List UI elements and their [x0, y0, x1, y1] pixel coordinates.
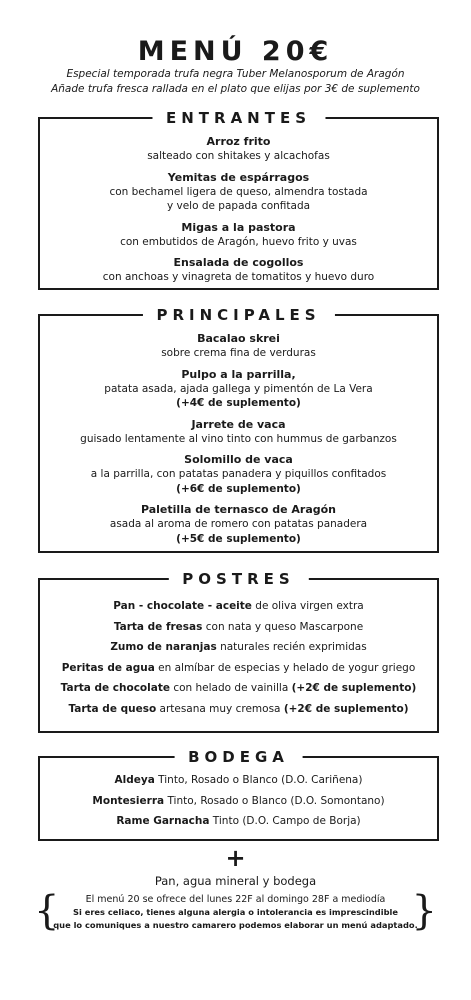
left-brace-icon: {: [34, 888, 60, 934]
section-bodega: [38, 748, 439, 841]
section-postres: [38, 570, 439, 733]
dessert-item: [40, 617, 437, 638]
item-description: Tinto (D.O. Campo de Borja): [209, 815, 361, 827]
item-name: Migas a la pastora: [181, 220, 296, 234]
item-name: Solomillo de vaca: [184, 453, 293, 466]
item-description: artesana muy cremosa: [156, 702, 284, 715]
note-adapted-menu: que lo comuniques a nuestro camarero podemos elaborar un menú adaptado.: [53, 920, 418, 930]
section-title-postres: POSTRES: [168, 569, 308, 589]
item-description: naturales recién exprimidas: [216, 641, 367, 653]
item-supplement: (+2€ de suplemento): [291, 682, 417, 694]
dessert-item: [40, 678, 437, 699]
menu-subtitle-supplement: Añade trufa fresca rallada en el plato que elijas por 3€ de suplemento: [51, 83, 420, 95]
item-description: Tinto, Rosado o Blanco (D.O. Cariñena): [154, 774, 363, 786]
menu-item: [40, 170, 437, 214]
footer-notes: [34, 888, 437, 936]
wine-item: [40, 791, 437, 812]
item-name: Pulpo a la parrilla,: [181, 367, 296, 381]
menu-item: [40, 452, 437, 496]
note-dates: El menú 20 se ofrece del lunes 22F al domingo 28F a mediodía: [85, 894, 386, 905]
menu-item: [40, 134, 437, 164]
item-name: Tarta de fresas: [113, 620, 203, 633]
item-description: a la parrilla, con patatas panadera y piquillos confitados: [90, 468, 387, 480]
item-description: con bechamel ligera de queso, almendra tostada: [109, 185, 368, 198]
note-allergy: Si eres celiaco, tienes alguna alergia o intolerancia es imprescindible: [72, 907, 398, 917]
item-description: con anchoas y vinagreta de tomatitos y huevo duro: [102, 271, 375, 283]
section-title-entrantes: ENTRANTES: [152, 108, 325, 128]
item-name: Pan - chocolate - aceite: [113, 600, 252, 612]
wine-item: [40, 770, 437, 791]
item-supplement: (+2€ de suplemento): [283, 702, 409, 715]
item-supplement: (+4€ de suplemento): [176, 397, 301, 409]
wine-item: [40, 811, 437, 832]
section-principales: [38, 306, 439, 553]
item-description: asada al aroma de romero con patatas panadera: [109, 518, 368, 530]
item-name: Peritas de agua: [61, 661, 155, 674]
item-description: salteado con shitakes y alcachofas: [147, 150, 330, 162]
plus-icon: +: [225, 844, 246, 872]
item-supplement: (+5€ de suplemento): [176, 532, 301, 545]
section-entrantes: [38, 109, 439, 290]
item-description: sobre crema fina de verduras: [161, 347, 316, 359]
item-supplement: (+6€ de suplemento): [176, 482, 301, 495]
includes-text: Pan, agua mineral y bodega: [154, 874, 317, 888]
item-name: Tarta de queso: [68, 702, 157, 715]
item-name: Zumo de naranjas: [110, 641, 217, 653]
menu-item: [40, 255, 437, 285]
item-name: Rame Garnacha: [116, 815, 210, 827]
item-description: patata asada, ajada gallega y pimentón de La Vera: [104, 382, 373, 395]
dessert-item: [40, 596, 437, 617]
item-name: Jarrete de vaca: [191, 417, 286, 431]
dessert-item: [40, 637, 437, 658]
item-description: guisado lentamente al vino tinto con hummus de garbanzos: [80, 432, 397, 445]
item-description: en almíbar de especias y helado de yogur griego: [154, 661, 416, 674]
menu-item: [40, 502, 437, 546]
menu-subtitle-truffle: Especial temporada trufa negra Tuber Melanosporum de Aragón: [66, 68, 405, 80]
item-description: y velo de papada confitada: [166, 200, 311, 212]
item-name: Yemitas de espárragos: [167, 170, 310, 184]
item-description: con embutidos de Aragón, huevo frito y uvas: [120, 235, 357, 248]
item-name: Arroz frito: [206, 135, 271, 148]
item-name: Ensalada de cogollos: [173, 256, 304, 269]
menu-item: [40, 220, 437, 250]
item-description: Tinto, Rosado o Blanco (D.O. Somontano): [164, 794, 385, 807]
right-brace-icon: }: [411, 888, 437, 934]
dessert-item: [40, 699, 437, 720]
menu-item: [40, 417, 437, 447]
item-name: Bacalao skrei: [197, 332, 280, 345]
menu-title: MENÚ 20€: [137, 36, 334, 67]
item-name: Paletilla de ternasco de Aragón: [140, 503, 337, 516]
item-description: con helado de vainilla: [169, 682, 292, 694]
section-title-principales: PRINCIPALES: [142, 305, 334, 325]
item-description: de oliva virgen extra: [251, 600, 364, 612]
item-description: con nata y queso Mascarpone: [202, 620, 364, 633]
menu-item: [40, 367, 437, 411]
section-title-bodega: BODEGA: [174, 747, 303, 767]
item-name: Montesierra: [92, 794, 165, 807]
menu-item: [40, 331, 437, 361]
item-name: Aldeya: [114, 774, 155, 786]
item-name: Tarta de chocolate: [60, 682, 170, 694]
dessert-item: [40, 658, 437, 679]
